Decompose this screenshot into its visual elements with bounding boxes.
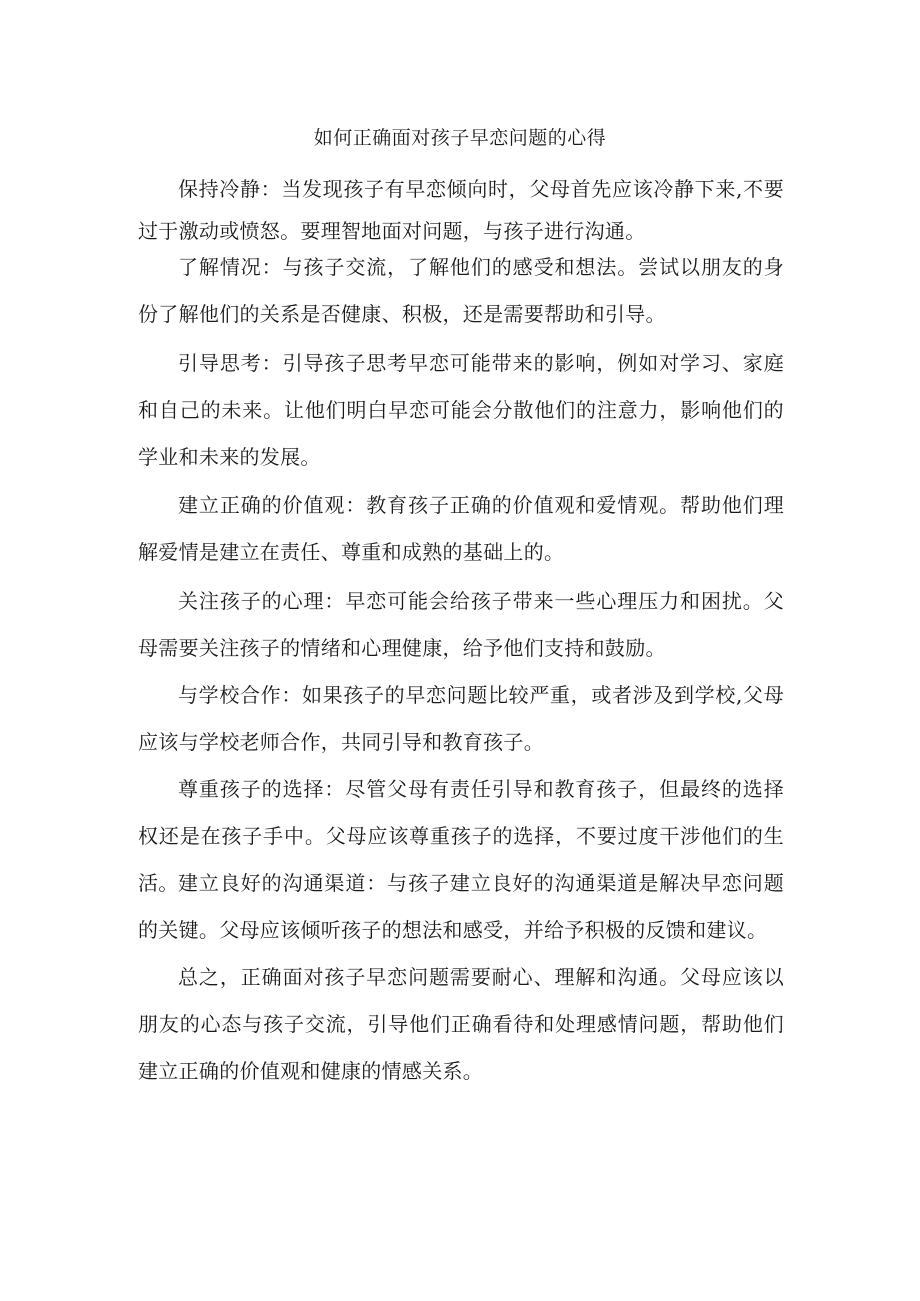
document-title: 如何正确面对孩子早恋问题的心得: [313, 127, 607, 149]
paragraph-psychology: 关注孩子的心理：早恋可能会给孩子带来一些心理压力和困扰。父母需要关注孩子的情绪和心理健康，给予他们支持和鼓励。: [138, 589, 784, 660]
paragraph-understand-situation: 了解情况：与孩子交流，了解他们的感受和想法。尝试以朋友的身份了解他们的关系是否健康、积极，还是需要帮助和引导。: [138, 255, 784, 326]
paragraph-conclusion: 总之，正确面对孩子早恋问题需要耐心、理解和沟通。父母应该以朋友的心态与孩子交流，引导他们正确看待和处理感情问题，帮助他们建立正确的价值观和健康的情感关系。: [138, 965, 784, 1083]
paragraph-respect-choice: 尊重孩子的选择：尽管父母有责任引导和教育孩子，但最终的选择权还是在孩子手中。父母应该尊重孩子的选择，不要过度干涉他们的生活。: [138, 777, 784, 895]
paragraph-school-cooperation: 与学校合作：如果孩子的早恋问题比较严重，或者涉及到学校,父母应该与学校老师合作，共同引导和教育孩子。: [138, 683, 784, 754]
paragraph-values: 建立正确的价值观：教育孩子正确的价值观和爱情观。帮助他们理解爱情是建立在责任、尊重和成熟的基础上的。: [138, 493, 784, 564]
paragraph-stay-calm: 保持冷静：当发现孩子有早恋倾向时，父母首先应该冷静下来,不要过于激动或愤怒。要理智地面对问题，与孩子进行沟通。: [138, 177, 784, 243]
paragraph-guide-thinking: 引导思考：引导孩子思考早恋可能带来的影响，例如对学习、家庭和自己的未来。让他们明白早恋可能会分散他们的注意力，影响他们的学业和未来的发展。: [138, 351, 784, 469]
paragraph-communication: 建立良好的沟通渠道：与孩子建立良好的沟通渠道是解决早恋问题的关键。父母应该倾听孩子的想法和感受，并给予积极的反馈和建议。: [138, 871, 784, 942]
